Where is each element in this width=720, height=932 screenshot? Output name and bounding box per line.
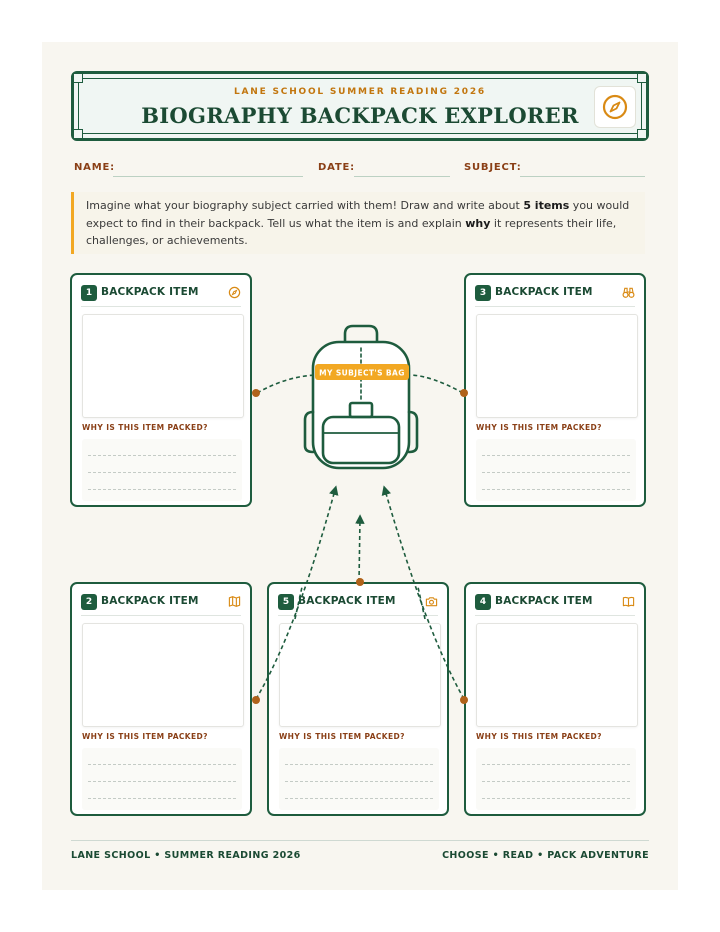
footer-right: CHOOSE • READ • PACK ADVENTURE [442,850,649,861]
why-label: WHY IS THIS ITEM PACKED? [476,423,602,432]
item-number: 3 [475,285,491,301]
connector-line [359,519,360,582]
item-number: 5 [278,594,294,610]
why-label: WHY IS THIS ITEM PACKED? [476,732,602,741]
worksheet-page [42,42,678,890]
item-title: BACKPACK ITEM [101,286,199,298]
why-label: WHY IS THIS ITEM PACKED? [279,732,405,741]
item-number: 2 [81,594,97,610]
item-number: 1 [81,285,97,301]
footer-divider [71,840,649,841]
why-label: WHY IS THIS ITEM PACKED? [82,732,208,741]
connector-dot [460,389,468,397]
connector-overlay [42,42,678,890]
instructions-text: Imagine what your biography subject carried with them! Draw and write about 5 items you would expect to find in their backpack. Tell us what the item is and explain why it represents their life, challenges, or achievements. [86,199,630,247]
header-kicker: LANE SCHOOL SUMMER READING 2026 [234,87,486,97]
connector-line [385,490,464,699]
backpack-label-text: MY SUBJECT'S BAG [319,368,405,378]
item-title: BACKPACK ITEM [495,286,593,298]
connector-dot [356,578,364,586]
backpack-label [315,364,409,380]
connector-dot [252,696,260,704]
subject-label: SUBJECT: [464,162,522,173]
connector-line [411,375,463,393]
connector-dot [460,696,468,704]
footer-left: LANE SCHOOL • SUMMER READING 2026 [71,850,301,861]
name-label: NAME: [74,162,115,173]
connector-line [257,375,317,393]
page-title: BIOGRAPHY BACKPACK EXPLORER [141,103,579,128]
date-label: DATE: [318,162,355,173]
item-title: BACKPACK ITEM [101,595,199,607]
connector-line [418,587,425,619]
backpack-illustration [305,326,417,468]
why-label: WHY IS THIS ITEM PACKED? [82,423,208,432]
connector-line [256,490,335,699]
item-number: 4 [475,594,491,610]
item-title: BACKPACK ITEM [495,595,593,607]
connector-dot [252,389,260,397]
item-title: BACKPACK ITEM [298,595,396,607]
